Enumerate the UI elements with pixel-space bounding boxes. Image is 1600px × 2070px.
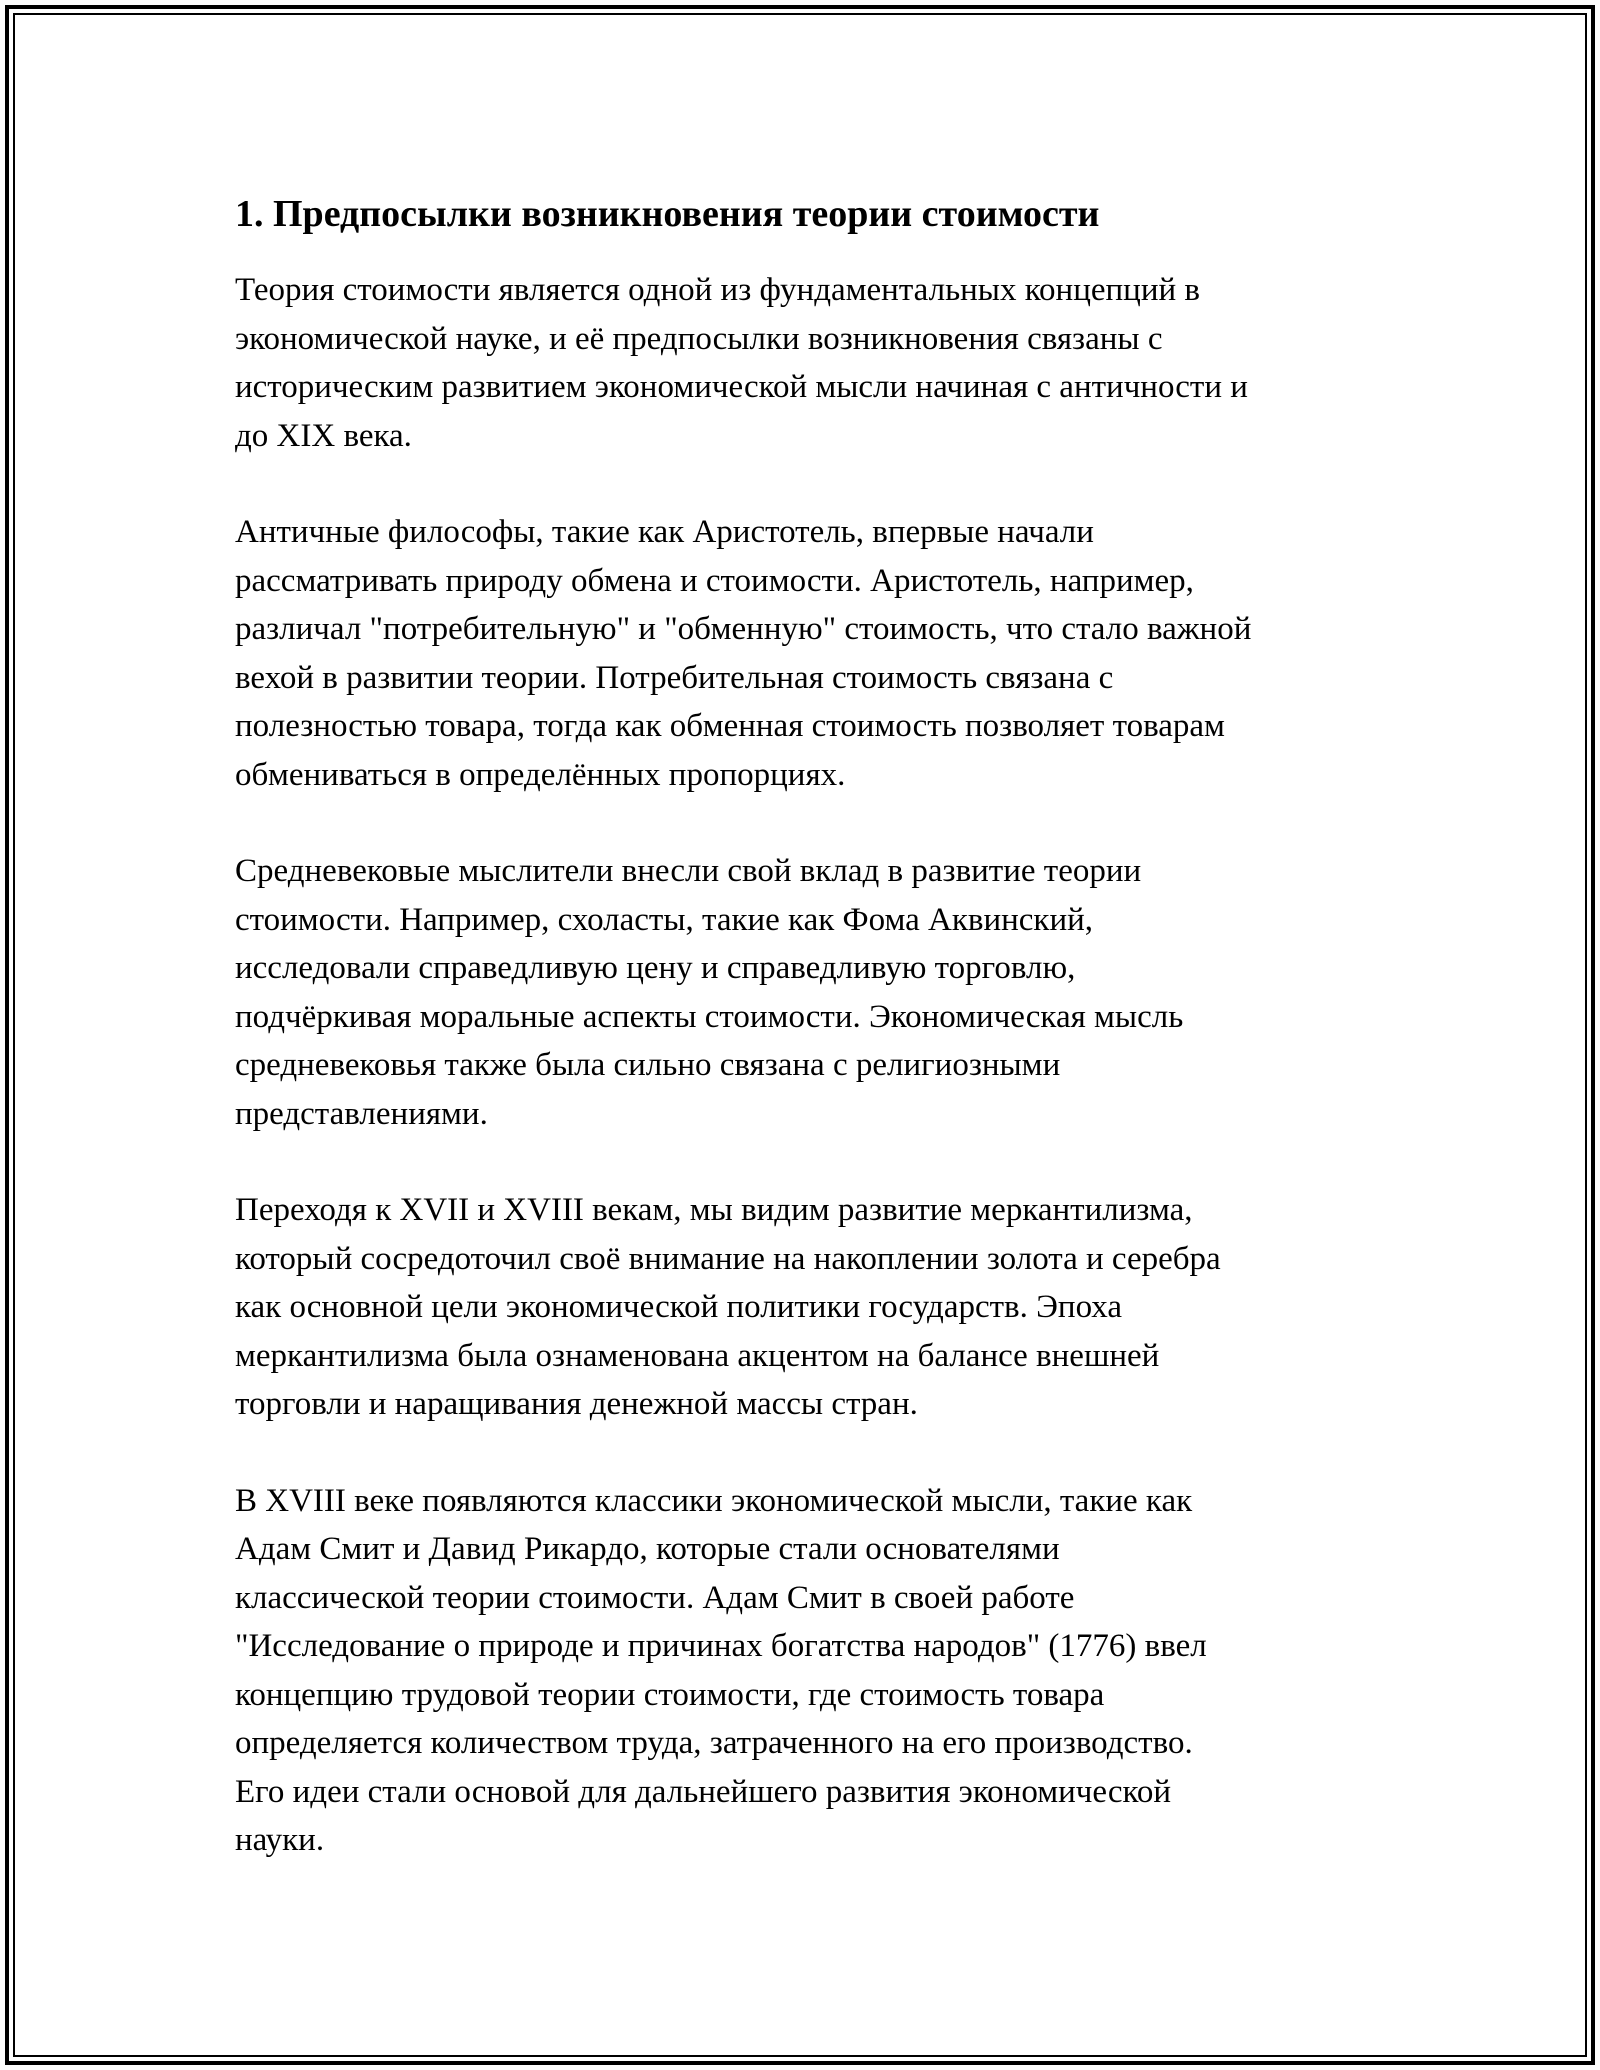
section-heading: 1. Предпосылки возникновения теории стоимости: [235, 193, 1100, 235]
paragraph-middle-ages: Средневековые мыслители внесли свой вклад в развитие теории стоимости. Например, схоласты, такие как Фома Аквинский, исследовали справедливую цену и справедливую торговлю, подчёркивая моральные аспекты стоимости. Экономическая мысль средневековья также была сильно связана с религиозными представлениями.: [235, 853, 1184, 1132]
document-body: [235, 188, 1385, 1913]
paragraph-mercantilism: Переходя к XVII и XVIII векам, мы видим развитие меркантилизма, который сосредоточил своё внимание на накоплении золота и серебра как основной цели экономической политики государств. Эпоха меркантилизма была ознаменована акцентом на балансе внешней торговли и наращивания денежной массы стран.: [235, 1192, 1221, 1422]
paragraph-intro: Теория стоимости является одной из фундаментальных концепций в экономической науке, и её предпосылки возникновения связаны с историческим развитием экономической мысли начиная с античности и до XIX века.: [235, 272, 1248, 454]
paragraph-antiquity: Античные философы, такие как Аристотель, впервые начали рассматривать природу обмена и стоимости. Аристотель, например, различал "потребительную" и "обменную" стоимость, что стало важной вехой в развитии теории. Потребительная стоимость связана с полезностью товара, тогда как обменная стоимость позволяет товарам обмениваться в определённых пропорциях.: [235, 514, 1252, 793]
paragraph-classics: В XVIII веке появляются классики экономической мысли, такие как Адам Смит и Давид Рикардо, которые стали основателями классической теории стоимости. Адам Смит в своей работе "Исследование о природе и причинах богатства народов" (1776) ввел концепцию трудовой теории стоимости, где стоимость товара определяется количеством труда, затраченного на его производство. Его идеи стали основой для дальнейшего развития экономической науки.: [235, 1482, 1207, 1858]
